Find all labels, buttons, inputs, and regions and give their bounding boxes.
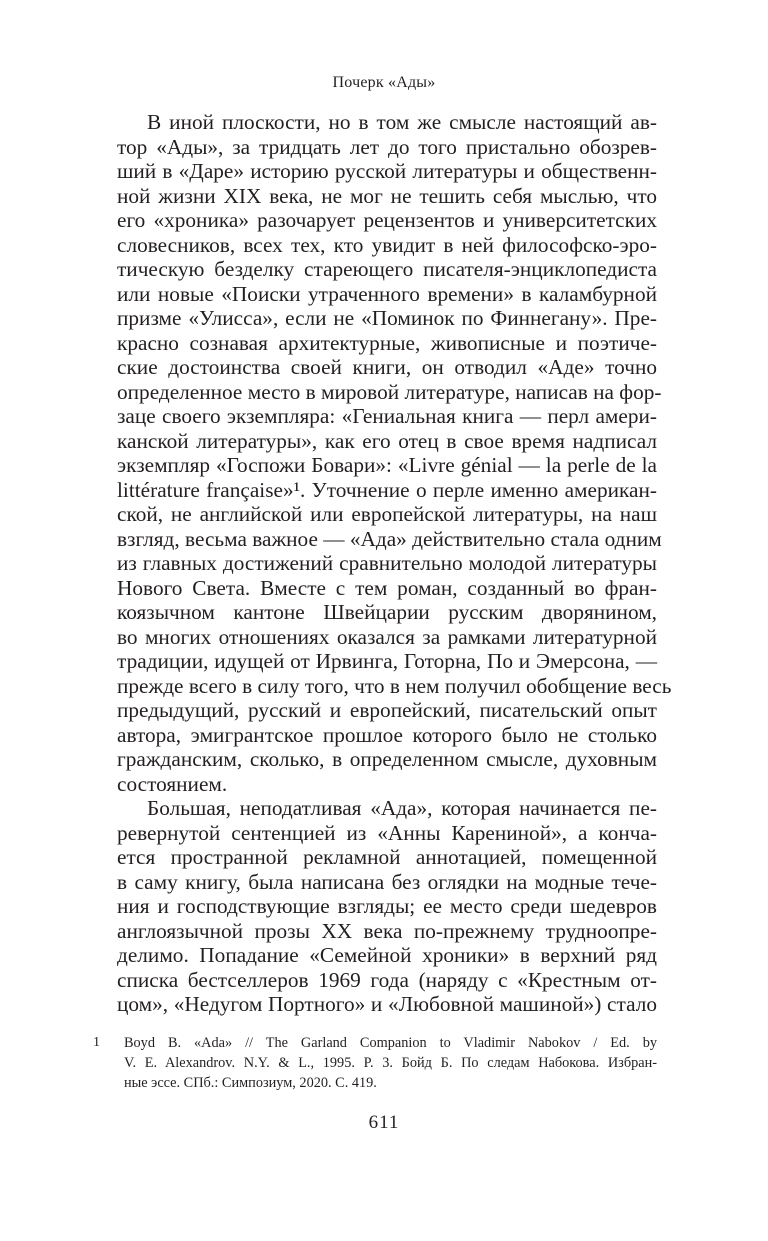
text-line: ской, не английской или европейской литературы, на наш — [117, 502, 657, 526]
text-line: ревернутой сентенцией из «Анны Карениной», а конча- — [117, 820, 657, 845]
text-line: littérature française»¹. Уточнение о перле именно американ- — [117, 477, 657, 502]
text-line: красно сознавая архитектурные, живописные и поэтиче- — [117, 330, 657, 355]
text-line: Нового Света. Вместе с тем роман, созданный во фран- — [117, 575, 657, 600]
text-line: англоязычной прозы XX века по-прежнему трудноопре- — [117, 918, 657, 943]
text-line: его «хроника» разочарует рецензентов и университетских — [117, 208, 657, 232]
text-line: ший в «Даре» историю русской литературы и общественн- — [117, 159, 657, 183]
text-line: словесников, всех тех, кто увидит в ней философско-эро- — [117, 232, 657, 257]
text-line: тическую безделку стареющего писателя-энциклопедиста — [117, 257, 657, 281]
text-line: гражданским, сколько, в определенном смысле, духовным — [117, 747, 657, 771]
text-line: в саму книгу, была написана без оглядки на модные тече- — [117, 869, 657, 894]
text-line: состоянием. — [117, 771, 228, 796]
text-line: экземпляр «Госпожи Бовари»: «Livre génial — la perle de la — [117, 453, 657, 477]
text-line: списка бестселлеров 1969 года (наряду с «Крестным от- — [117, 967, 657, 992]
text-line: В иной плоскости, но в том же смысле настоящий ав- — [147, 110, 657, 134]
footnote-line: ные эссе. СПб.: Симпозиум, 2020. С. 419. — [124, 1075, 377, 1091]
footnote-line: Boyd B. «Ada» // The Garland Companion to Vladimir Nabokov / Ed. by — [124, 1035, 657, 1051]
footnote-text — [124, 1033, 657, 1093]
running-head: Почерк «Ады» — [332, 74, 436, 91]
text-line: заце своего экземпляра: «Гениальная книга — перл амери- — [117, 404, 657, 428]
body-text — [117, 110, 672, 1017]
text-line: определенное место в мировой литературе, написав на фор- — [117, 379, 662, 404]
text-line: коязычном кантоне Швейцарии русским дворянином, — [117, 600, 657, 624]
text-line: призме «Улисса», если не «Поминок по Финнегану». Пре- — [117, 306, 657, 330]
text-line: традиции, идущей от Ирвинга, Готорна, По и Эмерсона, — — [117, 649, 657, 673]
footnote-number: 1 — [93, 1035, 100, 1050]
text-line: взгляд, весьма важное — «Ада» действительно стала одним — [117, 526, 662, 551]
text-line: ной жизни XIX века, не мог не тешить себя мыслью, что — [117, 183, 657, 208]
text-line: канской литературы», как его отец в свое время надписал — [117, 428, 657, 453]
text-line: прежде всего в силу того, что в нем получил обобщение весь — [117, 673, 672, 698]
page-number: 611 — [368, 1112, 400, 1133]
text-line: ния и господствующие взгляды; ее место среди шедевров — [117, 894, 657, 918]
text-line: цом», «Недугом Портного» и «Любовной машиной») стало — [117, 992, 657, 1016]
text-line: ется пространной рекламной аннотацией, помещенной — [117, 845, 657, 869]
text-line: Большая, неподатливая «Ада», которая начинается пе- — [147, 796, 657, 820]
text-line: ские достоинства своей книги, он отводил «Аде» точно — [117, 355, 657, 379]
text-line: из главных достижений сравнительно молодой литературы — [117, 551, 657, 575]
text-line: делимо. Попадание «Семейной хроники» в верхний ряд — [117, 943, 657, 967]
footnote-line: V. E. Alexandrov. N.Y. & L., 1995. P. 3. Бойд Б. По следам Набокова. Избран- — [124, 1055, 657, 1071]
text-line: тор «Ады», за тридцать лет до того пристально обозрев- — [117, 134, 657, 159]
text-line: или новые «Поиски утраченного времени» в каламбурной — [117, 281, 657, 306]
text-line: во многих отношениях оказался за рамками литературной — [117, 624, 657, 649]
text-line: предыдущий, русский и европейский, писательский опыт — [117, 698, 657, 722]
text-line: автора, эмигрантское прошлое которого было не столько — [117, 722, 657, 747]
